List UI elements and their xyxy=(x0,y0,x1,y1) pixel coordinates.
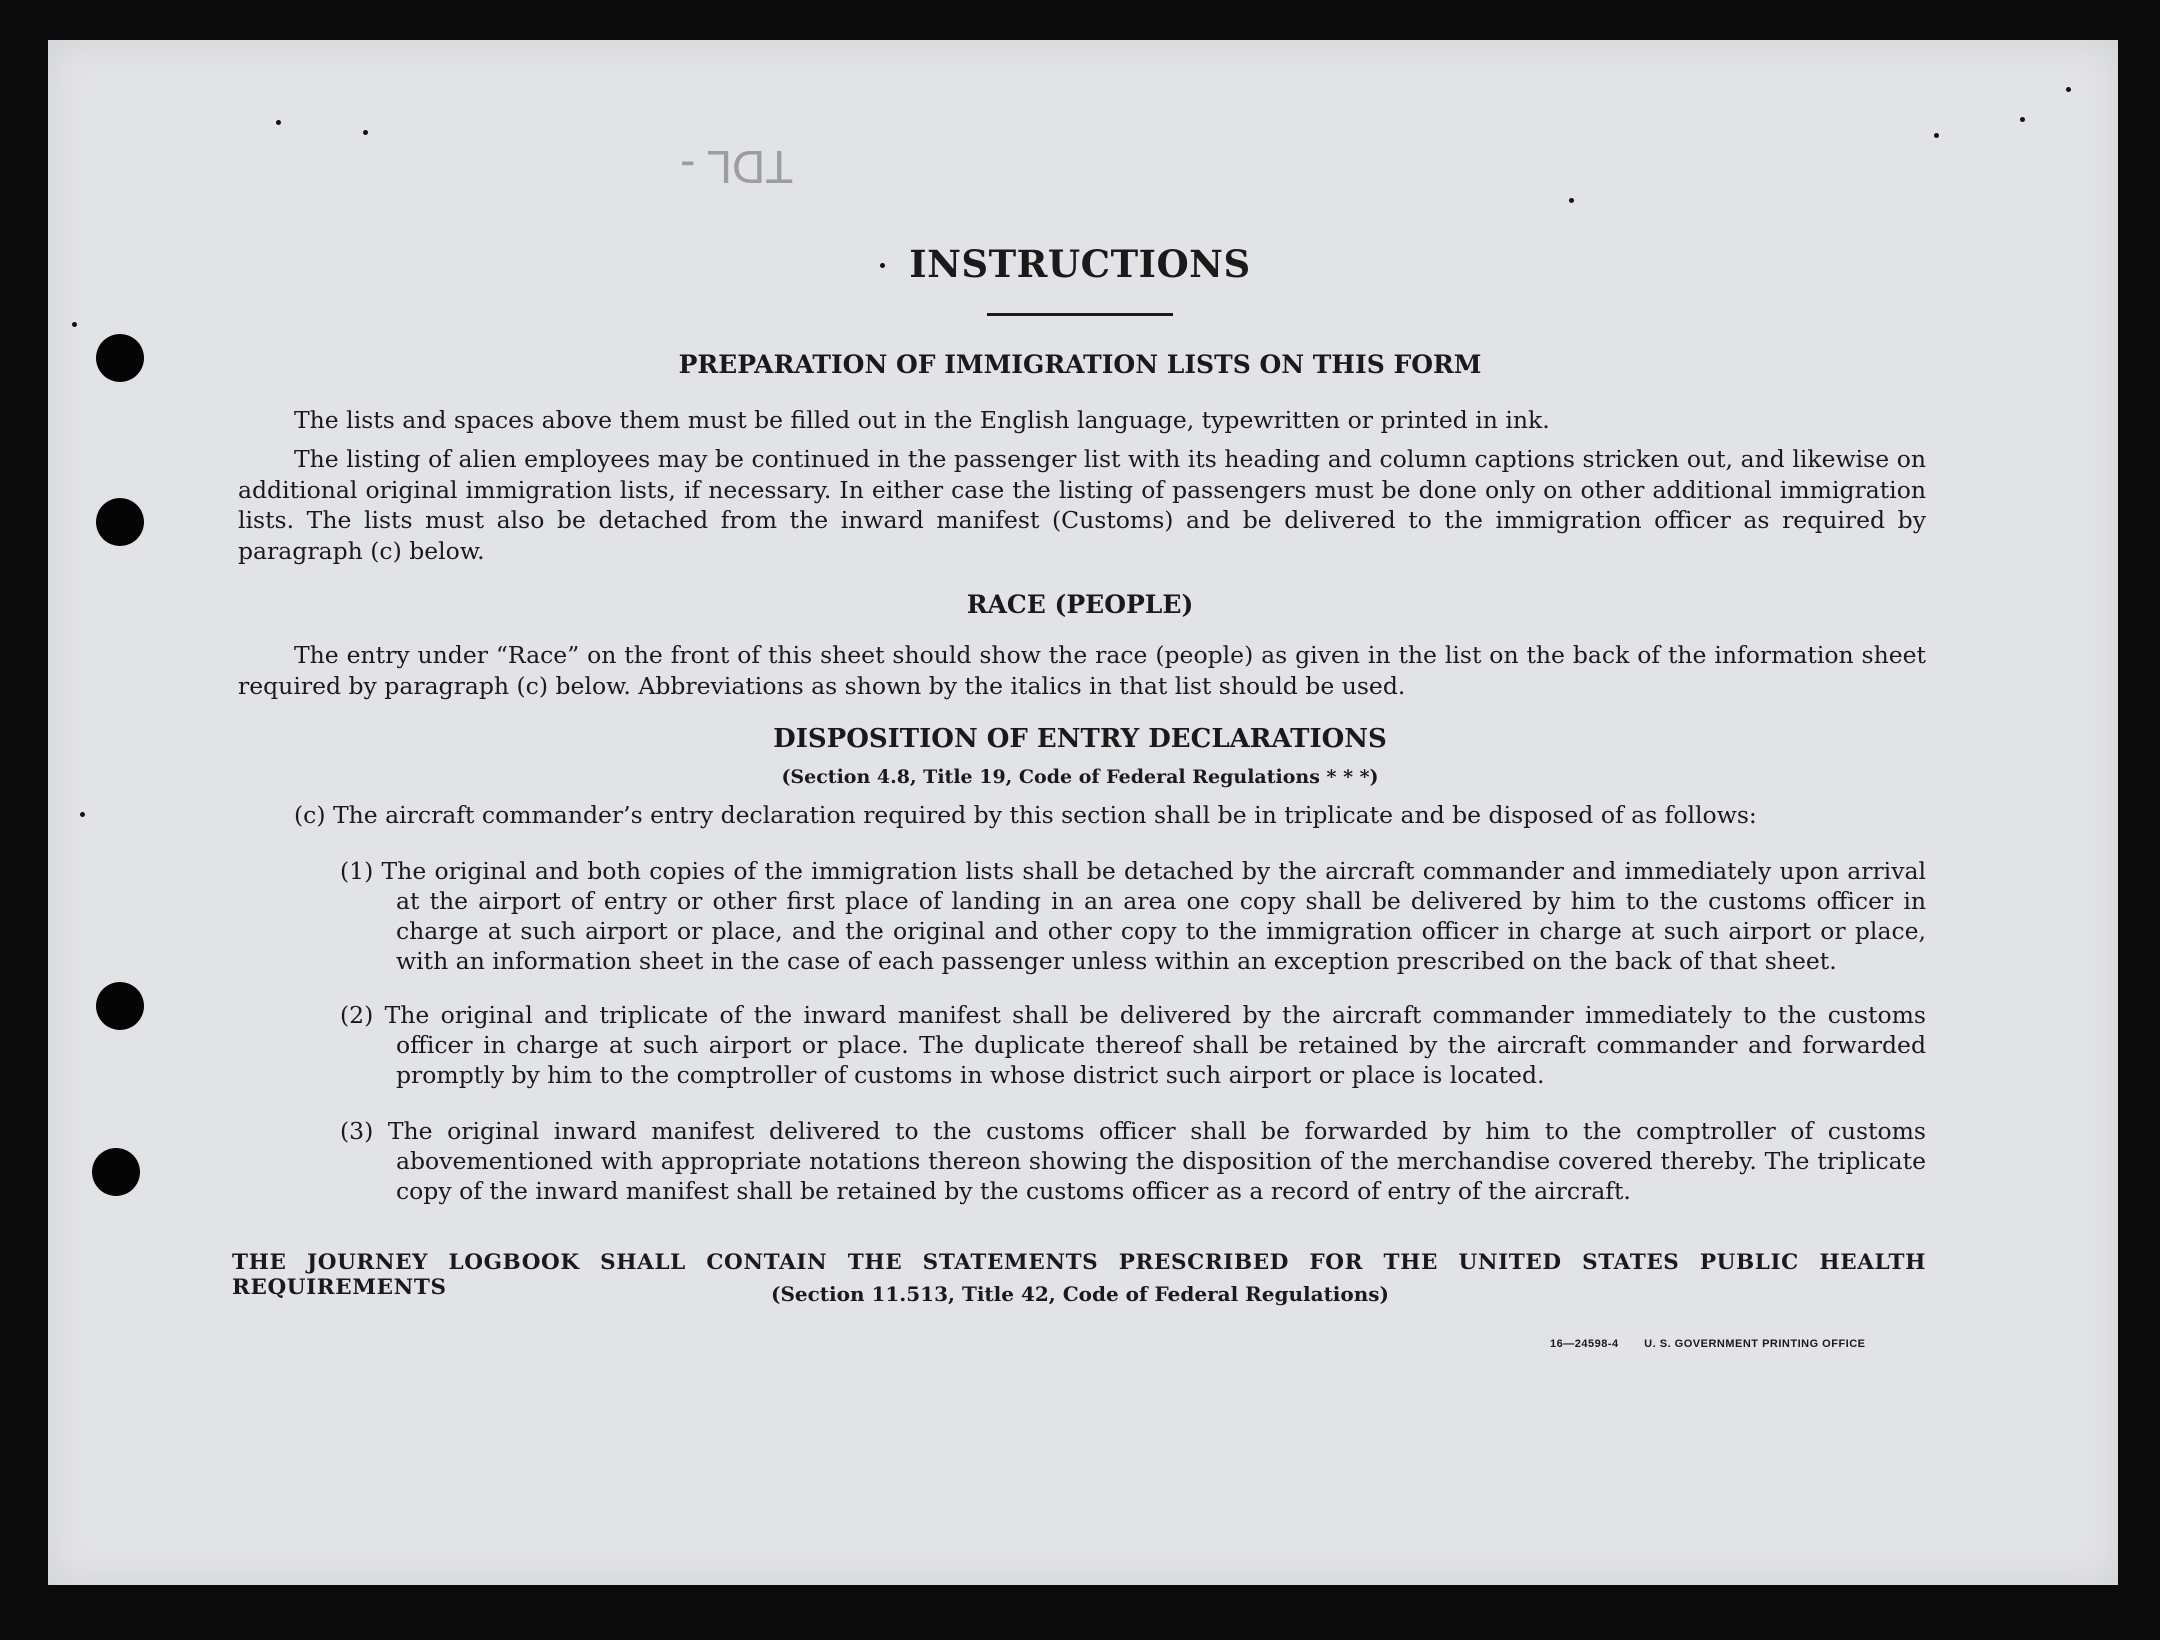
section-subheading-disposition: (Section 4.8, Title 19, Code of Federal Regulations * * *) xyxy=(781,766,1379,788)
section-heading-preparation: PREPARATION OF IMMIGRATION LISTS ON THIS FORM xyxy=(678,350,1482,379)
scan-speck xyxy=(2020,117,2025,122)
scan-speck xyxy=(1934,133,1939,138)
printer-name: U. S. GOVERNMENT PRINTING OFFICE xyxy=(1644,1338,1866,1350)
paragraph-text: (c) The aircraft commander’s entry declaration required by this section shall be in triplicate and be disposed of as follows: xyxy=(294,801,1757,829)
disposition-item-3: (3) The original inward manifest delivered to the customs officer shall be forwarded by him to the comptroller of customs abovementioned with appropriate notations thereon showing the disposition of the merchandise covered thereby. The triplicate copy of the inward manifest shall be retained by the customs officer as a record of entry of the aircraft. xyxy=(340,1117,1926,1205)
scan-speck xyxy=(2066,87,2071,92)
health-requirements-statement: THE JOURNEY LOGBOOK SHALL CONTAIN THE STATEMENTS PRESCRIBED FOR THE UNITED STATES PUBLIC HEALTH REQUIREMENTS xyxy=(232,1250,1926,1300)
punch-hole xyxy=(92,1148,140,1196)
section-heading-race: RACE (PEOPLE) xyxy=(966,590,1194,619)
preparation-paragraph-1 xyxy=(238,405,1926,436)
scan-speck xyxy=(276,120,281,125)
section-heading-disposition: DISPOSITION OF ENTRY DECLARATIONS xyxy=(773,724,1387,754)
preparation-paragraph-2 xyxy=(238,444,1926,566)
disposition-intro xyxy=(294,800,1926,831)
race-paragraph xyxy=(238,640,1926,701)
scan-speck xyxy=(363,130,368,135)
form-number: 16—24598-4 xyxy=(1550,1338,1619,1350)
handwritten-annotation: TDL - xyxy=(680,141,794,193)
disposition-item-1: (1) The original and both copies of the immigration lists shall be detached by the aircraft commander and immediately upon arrival at the airport of entry or other first place of landing in an area one copy shall be delivered by him to the customs officer in charge at such airport or place, and the original and other copy to the immigration officer in charge at such airport or place, with an information sheet in the case of each passenger unless within an exception prescribed on the back of that sheet. xyxy=(340,857,1926,975)
page-title: INSTRUCTIONS xyxy=(909,242,1251,286)
paragraph-text: The entry under “Race” on the front of this sheet should show the race (people) as given in the list on the back of the information sheet required by paragraph (c) below. Abbreviations as shown by the italics in that list should be used. xyxy=(238,641,1926,700)
title-underline xyxy=(987,313,1173,316)
disposition-item-2: (2) The original and triplicate of the inward manifest shall be delivered by the aircraft commander immediately to the customs officer in charge at such airport or place. The duplicate thereof shall be retained by the aircraft commander and forwarded promptly by him to the comptroller of customs in whose district such airport or place is located. xyxy=(340,1001,1926,1089)
health-requirements-citation: (Section 11.513, Title 42, Code of Federal Regulations) xyxy=(770,1282,1390,1306)
scan-speck xyxy=(80,812,85,817)
paragraph-text: The listing of alien employees may be continued in the passenger list with its heading and column captions stricken out, and likewise on additional original immigration lists, if necessary. In either case the listing of passengers must be done only on other additional immigration lists. The lists must also be detached from the inward manifest (Customs) and be delivered to the immigration officer as required by paragraph (c) below. xyxy=(238,445,1926,565)
scan-speck xyxy=(1569,198,1574,203)
punch-hole xyxy=(96,982,144,1030)
punch-hole xyxy=(96,498,144,546)
paragraph-text: The lists and spaces above them must be filled out in the English language, typewritten or printed in ink. xyxy=(294,406,1550,434)
scan-speck xyxy=(72,322,77,327)
printer-imprint xyxy=(1550,1338,1888,1350)
